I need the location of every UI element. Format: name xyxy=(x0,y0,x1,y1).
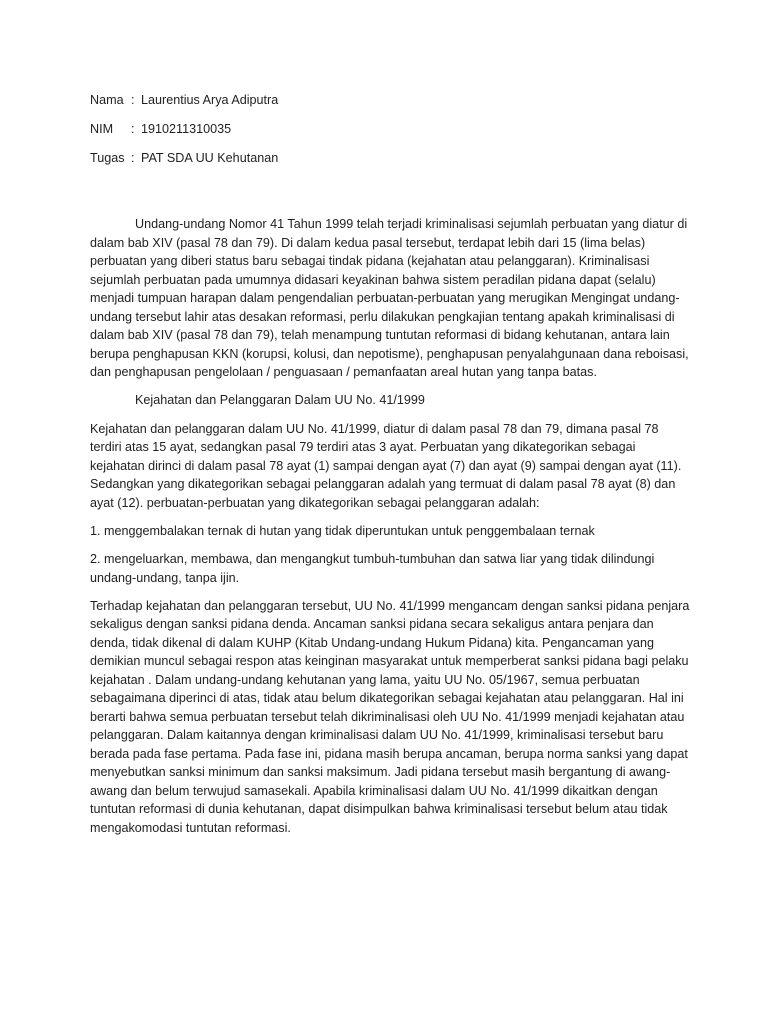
paragraph-sanksi: Terhadap kejahatan dan pelanggaran tersebut, UU No. 41/1999 mengancam dengan sanksi pidana penjara sekaligus dengan sanksi pidana denda. Ancaman sanksi pidana secara sekaligus antara penjara dan denda, tidak dikenal di dalam KUHP (Kitab Undang-undang Hukum Pidana) kita. Pengancaman yang demikian muncul sebagai respon atas keinginan masyarakat untuk memperberat sanksi pidana bagi pelaku kejahatan . Dalam undang-undang kehutanan yang lama, yaitu UU No. 05/1967, semua perbuatan sebagaimana diperinci di atas, tidak atau belum dikategorikan sebagai kejahatan atau pelanggaran. Hal ini berarti bahwa semua perbuatan tersebut telah dikriminalisasi oleh UU No. 41/1999 menjadi kejahatan atau pelanggaran. Dalam kaitannya dengan kriminalisasi dalam UU No. 41/1999, kriminalisasi tersebut baru berada pada fase pertama. Pada fase ini, pidana masih berupa ancaman, berupa norma sanksi yang dapat menyebutkan sanksi minimum dan sanksi maksimum. Jadi pidana tersebut masih bergantung di awang-awang dan belum terwujud samasekali. Apabila kriminalisasi dalam UU No. 41/1999 dikaitkan dengan tuntutan reformasi di dunia kehutanan, dapat disimpulkan bahwa kriminalisasi tersebut belum atau tidak mengakomodasi tuntutan reformasi. xyxy=(90,598,690,835)
name-row xyxy=(90,91,690,110)
name-label: Nama xyxy=(90,93,124,107)
header-spacer xyxy=(90,178,690,215)
section-subheading: Kejahatan dan Pelanggaran Dalam UU No. 41/1999 xyxy=(135,393,425,408)
task-label: Tugas xyxy=(90,151,125,165)
nim-value: 1910211310035 xyxy=(141,122,232,136)
name-separator: : xyxy=(131,93,135,107)
nim-separator: : xyxy=(131,122,135,136)
task-separator: : xyxy=(131,151,135,165)
list-item: 1. menggembalakan ternak di hutan yang tidak diperuntukan untuk penggembalaan ternak xyxy=(90,523,595,538)
document-page xyxy=(90,91,690,847)
intro-paragraph: Undang-undang Nomor 41 Tahun 1999 telah terjadi kriminalisasi sejumlah perbuatan yang diatur di dalam bab XIV (pasal 78 dan 79). Di dalam kedua pasal tersebut, terdapat lebih dari 15 (lima belas) perbuatan yang diberi status baru sebagai tindak pidana (kejahatan atau pelanggaran). Kriminalisasi sejumlah perbuatan pada umumnya didasari keyakinan bahwa sistem peradilan pidana dapat (selalu) menjadi tumpuan harapan dalam pengendalian perbuatan-perbuatan yang merugikan Mengingat undang-undang tersebut lahir atas desakan reformasi, perlu dilakukan pengkajian tentang apakah kriminalisasi di dalam bab XIV (pasal 78 dan 79), telah menampung tuntutan reformasi di bidang kehutanan, antara lain berupa penghapusan KKN (korupsi, kolusi, dan nepotisme), penghapusan penyalahgunaan dana reboisasi, dan penghapusan pengelolaan / penguasaan / pemanfaatan areal hutan yang tanpa batas. xyxy=(90,217,689,379)
name-value: Laurentius Arya Adiputra xyxy=(141,93,279,107)
task-row xyxy=(90,149,690,168)
nim-label: NIM xyxy=(90,122,114,136)
paragraph-pasal: Kejahatan dan pelanggaran dalam UU No. 41/1999, diatur di dalam pasal 78 dan 79, dimana pasal 78 terdiri atas 15 ayat, sedangkan pasal 79 terdiri atas 3 ayat. Perbuatan yang dikategorikan sebagai kejahatan dirinci di dalam pasal 78 ayat (1) sampai dengan ayat (7) dan ayat (9) sampai dengan ayat (11). Sedangkan yang dikategorikan sebagai pelanggaran adalah yang termuat di dalam pasal 78 ayat (8) dan ayat (12). perbuatan-perbuatan yang dikategorikan sebagai pelanggaran adalah: xyxy=(90,421,682,510)
nim-row xyxy=(90,120,690,139)
list-item: 2. mengeluarkan, membawa, dan mengangkut tumbuh-tumbuhan dan satwa liar yang tidak dilindungi undang-undang, tanpa ijin. xyxy=(90,552,655,585)
task-value: PAT SDA UU Kehutanan xyxy=(141,151,279,165)
